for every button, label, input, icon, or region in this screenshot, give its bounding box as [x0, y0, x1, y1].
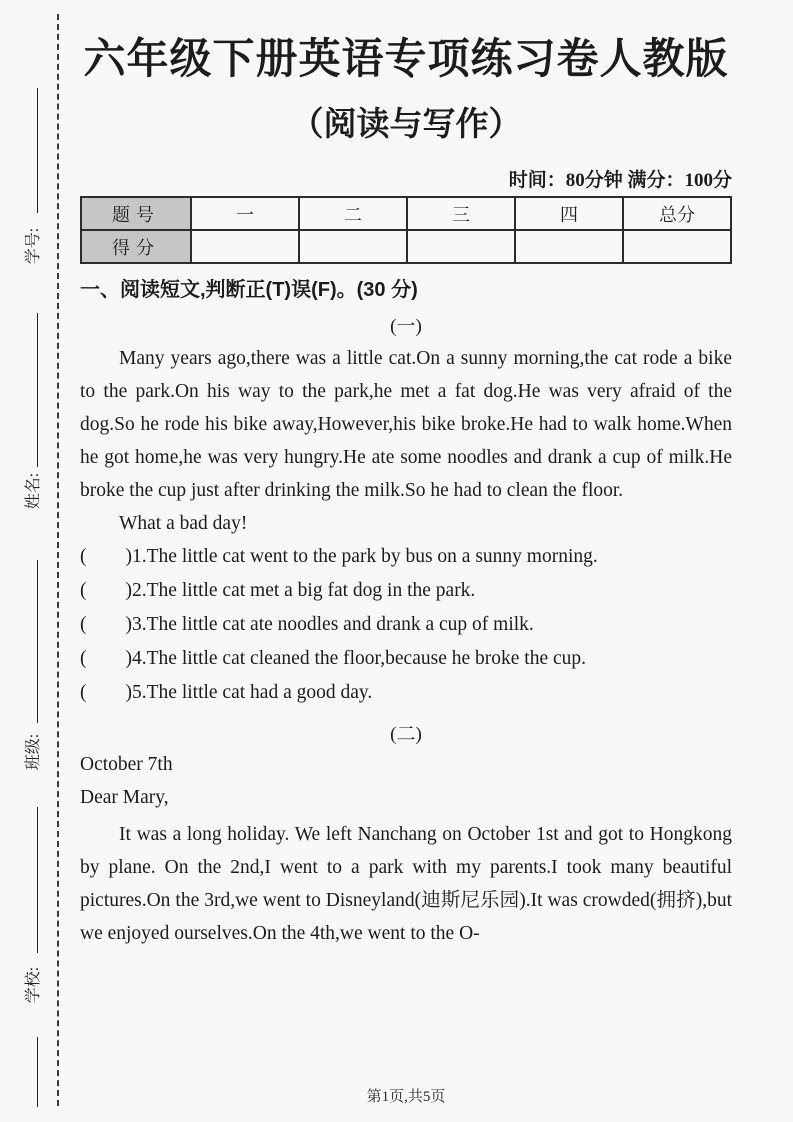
question-text: 2.The little cat met a big fat dog in the park.	[132, 580, 476, 601]
letter-date: October 7th	[80, 754, 173, 775]
passage-two-label: (二)	[390, 724, 422, 745]
question-3	[80, 608, 732, 642]
dashed-cut-line	[57, 14, 59, 1106]
question-1	[80, 540, 732, 574]
score-cell-4	[515, 230, 623, 263]
col-header-1: 一	[191, 197, 299, 230]
fill-in-line	[37, 807, 38, 953]
fill-in-line	[37, 560, 38, 723]
answer-blank: ( )	[80, 614, 132, 635]
page-subtitle: （阅读与写作）	[290, 107, 522, 143]
answer-blank: ( )	[80, 648, 132, 669]
passage-one-body: Many years ago,there was a little cat.On a sunny morning,the cat rode a bike to the park.On his way to the park,he met a fat dog.He was very afraid of the dog.So he rode his bike away,However,his bike broke.He had to walk home.When he got home,he was very hungry.He ate some noodles and drank a cup of milk.He broke the cup just after drinking the milk.So he had to clean the floor.	[80, 348, 732, 501]
question-text: 5.The little cat had a good day.	[132, 682, 373, 703]
question-5	[80, 676, 732, 710]
question-2	[80, 574, 732, 608]
score-cell-3	[407, 230, 515, 263]
letter-salutation: Dear Mary,	[80, 787, 169, 808]
passage-two-body: It was a long holiday. We left Nanchang on October 1st and got to Hongkong by plane. On the 2nd,I went to a park with my parents.I took many beautiful pictures.On the 3rd,we went to Disneyland(迪斯尼乐园).It was crowded(拥挤),but we enjoyed ourselves.On the 4th,we went to the O-	[80, 824, 732, 944]
question-text: 1.The little cat went to the park by bus on a sunny morning.	[132, 546, 598, 567]
fill-in-line	[37, 88, 38, 213]
score-row-header: 得分	[81, 230, 191, 263]
col-header-3: 三	[407, 197, 515, 230]
student-number-label: 学号:	[25, 227, 42, 265]
answer-blank: ( )	[80, 682, 132, 703]
col-header-2: 二	[299, 197, 407, 230]
col-header-4: 四	[515, 197, 623, 230]
score-table	[80, 196, 732, 264]
col-header-total: 总分	[623, 197, 731, 230]
answer-blank: ( )	[80, 546, 132, 567]
fill-in-line	[37, 313, 38, 467]
passage-one-label: (一)	[390, 316, 422, 337]
score-cell-2	[299, 230, 407, 263]
score-cell-1	[191, 230, 299, 263]
fill-in-line	[37, 1037, 38, 1107]
page-number: 第1页,共5页	[366, 1089, 446, 1105]
class-label: 班级:	[25, 733, 42, 771]
score-cell-total	[623, 230, 731, 263]
passage-one-closing: What a bad day!	[119, 513, 248, 534]
question-text: 3.The little cat ate noodles and drank a cup of milk.	[132, 614, 534, 635]
school-label: 学校:	[25, 966, 42, 1004]
student-name-label: 姓名:	[25, 472, 42, 510]
content-column	[80, 0, 732, 950]
score-table-header-row	[81, 197, 731, 230]
question-number-header: 题号	[81, 197, 191, 230]
page-title: 六年级下册英语专项练习卷人教版	[83, 37, 729, 83]
section-one-heading: 一、阅读短文,判断正(T)误(F)。(30 分)	[80, 279, 418, 301]
score-table-score-row	[81, 230, 731, 263]
question-text: 4.The little cat cleaned the floor,because he broke the cup.	[132, 648, 587, 669]
time-score-info: 时间：80分钟 满分：100分	[508, 170, 732, 191]
question-4	[80, 642, 732, 676]
answer-blank: ( )	[80, 580, 132, 601]
